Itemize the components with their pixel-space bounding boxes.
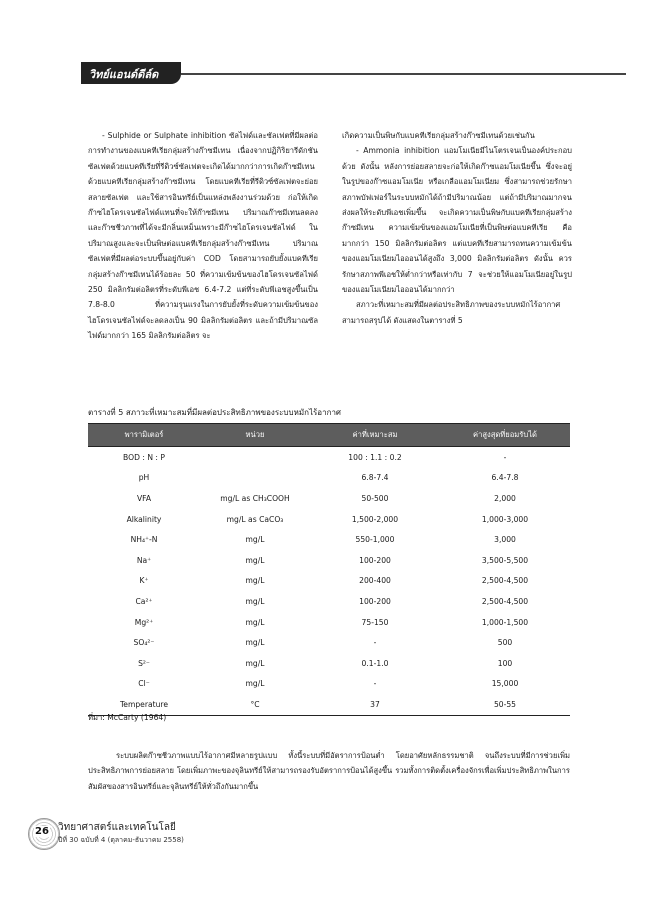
page-number: 26 — [35, 826, 49, 837]
maximum-cell: 1,000-3,000 — [481, 514, 529, 524]
parameter-cell: NH₄⁺-N — [130, 535, 158, 545]
table-source: ที่มา: McCarty (1964) — [88, 713, 167, 722]
journal-issue: ปีที่ 30 ฉบับที่ 4 (ตุลาคม-ธันวาคม 2558) — [58, 836, 184, 844]
paragraph-summary: สภาวะที่เหมาะสมที่มีผลต่อประสิทธิภาพของระบบหมักไร้อากาศ สามารถสรุปได้ ดังแสดงในตารางที่ 5 — [342, 300, 561, 325]
table-row — [88, 488, 570, 509]
unit-cell: mg/L — [245, 576, 265, 586]
section-title: วิทย์แอนด์ดีล์ด — [89, 68, 159, 81]
page-footer — [28, 818, 328, 848]
unit-cell: mg/L — [245, 535, 265, 545]
bottom-text — [88, 748, 570, 794]
maximum-cell: 2,500-4,500 — [481, 576, 529, 586]
maximum-cell: 500 — [497, 638, 513, 648]
table-row — [88, 571, 570, 592]
table-row — [88, 612, 570, 633]
parameter-cell: Temperature — [88, 694, 200, 715]
parameter-cell: pH — [138, 473, 150, 483]
maximum-cell: 2,500-4,500 — [481, 596, 529, 606]
maximum-cell: - — [503, 452, 507, 462]
optimal-cell: - — [373, 679, 377, 689]
paragraph-systems: ระบบผลิตก๊าซชีวภาพแบบไร้อากาศมีหลายรูปแบบ ทั้งนี้ระบบที่มีอัตราการป้อนต่ำ โดยอาศัยหลักธรรมชาติ จนถึงระบบที่มีการช่วยเพิ่มประสิทธิภาพการย่อยสลาย โดยเพิ่มภาพะของจุลินทรีย์ให้สามารถรองรับอัตราการป้อนได้สูงขึ้น รวมทั้งการติดตั้งเครื่องจักรเพื่อเพิ่มประสิทธิภาพในการสัมผัสของสารอินทรีย์และจุลินทรีย์ให้ทั่วถึงกันมากขึ้น — [88, 751, 570, 791]
parameter-cell: Mg²⁺ — [134, 617, 154, 627]
maximum-cell: 3,000 — [494, 535, 516, 545]
parameter-cell: BOD : N : P — [123, 452, 165, 462]
parameter-cell: VFA — [136, 493, 152, 503]
optimal-cell: 6.8-7.4 — [361, 473, 389, 483]
parameter-cell: K⁺ — [139, 576, 149, 586]
header-rule — [181, 73, 626, 75]
optimal-cell: 0.1-1.0 — [361, 658, 389, 668]
paragraph-ammonia: - Ammonia inhibition แอมโมเนียมีไนโตรเจนเป็นองค์ประกอบด้วย ดังนั้น หลังการย่อยสลายจะก่อให้เกิดก๊าซแอมโมเนียขึ้น ซึ่งจะอยู่ในรูปของก๊าซแอมโมเนีย หรือเกลือแอมโมเนียม ซึ่งสามารถช่วยรักษาสภาพบัฟเฟอร์ในระบบหมักได้ถ้ามีปริมาณน้อย แต่ถ้ามีปริมาณมากจนส่งผลให้ระดับพีเอชเพิ่มขึ้น จะเกิดความเป็นพิษกับแบคทีเรียกลุ่มสร้างก๊าซมีเทน ความเข้มข้นของแอมโมเนียที่เป็นพิษต่อแบคทีเรีย คือ มากกว่า 150 มิลลิกรัมต่อลิตร แต่แบคทีเรียสามารถทนความเข้มข้นของแอมโมเนียมไอออนได้สูงถึง 3,000 มิลลิกรัมต่อลิตร ดังนั้น ควรรักษาสภาพพีเอชให้ต่ำกว่าหรือเท่ากับ 7 จะช่วยให้แอมโมเนียอยู่ในรูปของแอมโมเนียมไอออนได้มากกว่า — [342, 146, 572, 295]
optimal-cell: 200-400 — [359, 576, 391, 586]
unit-cell: mg/L — [245, 658, 265, 668]
right-column — [342, 128, 572, 328]
parameter-cell: Cl⁻ — [138, 679, 150, 689]
unit-cell: mg/L — [245, 596, 265, 606]
unit-cell: °C — [200, 694, 310, 715]
paragraph-sulphide: - Sulphide or Sulphate inhibition ซัลไฟด์และซัลเฟตที่มีผลต่อการทำงานของแบคทีเรียกลุ่มสร้างก๊าซมีเทน เนื่องจากปฏิกิริยารีดักชันซัลเฟตด้วยแบคทีเรียที่รีดิวซ์ซัลเฟตจะเกิดได้มากกว่าการเกิดก๊าซมีเทนด้วยแบคทีเรียกลุ่มสร้างก๊าซมีเทน โดยแบคทีเรียที่รีดิวซ์ซัลเฟตจะย่อยสลายซัลเฟต และใช้สารอินทรีย์เป็นแหล่งพลังงานร่วมด้วย ก่อให้เกิดก๊าซไฮโดรเจนซัลไฟด์แทนที่จะให้ก๊าซมีเทน ปริมาณก๊าซมีเทนลดลงและก๊าซชีวภาพที่ได้จะมีกลิ่นเหม็นเพราะมีก๊าซไฮโดรเจนซัลไฟด์ ในปริมาณสูงและจะเป็นพิษต่อแบคทีเรียกลุ่มสร้างก๊าซมีเทน ปริมาณซัลเฟตที่มีผลต่อระบบขึ้นอยู่กับค่า COD โดยสามารถยับยั้งแบคทีเรียกลุ่มสร้างก๊าซมีเทนได้ร้อยละ 50 ที่ความเข้มข้นของไฮโดรเจนซัลไฟด์ 250 มิลลิกรัมต่อลิตรที่ระดับพีเอช 6.4-7.2 แต่ที่ระดับพีเอชสูงขึ้นเป็น 7.8-8.0 ที่ความรุนแรงในการยับยั้งที่ระดับความเข้มข้นของไฮโดรเจนซัลไฟด์จะลดลงเป็น 90 มิลลิกรัมต่อลิตร และถ้ามีปริมาณซัลไฟด์มากกว่า 165 มิลลิกรัมต่อลิตร จะ — [88, 131, 318, 341]
parameter-cell: S²⁻ — [138, 658, 150, 668]
table-row — [88, 653, 570, 674]
header-unit: หน่วย — [200, 424, 310, 447]
section-tab — [81, 62, 181, 84]
table-row — [88, 529, 570, 550]
table-row — [88, 509, 570, 530]
table-row — [88, 632, 570, 653]
unit-cell — [200, 468, 310, 489]
optimal-cell: 1,500-2,000 — [351, 514, 399, 524]
unit-cell: mg/L — [245, 679, 265, 689]
maximum-cell: 3,500-5,500 — [481, 555, 529, 565]
parameter-cell: Na⁺ — [136, 555, 152, 565]
unit-cell: mg/L as CaCO₃ — [226, 514, 284, 524]
paragraph-continuation: เกิดความเป็นพิษกับแบคทีเรียกลุ่มสร้างก๊าซมีเทนด้วยเช่นกัน — [342, 131, 535, 140]
left-column — [88, 128, 318, 344]
table-row — [88, 447, 570, 468]
table-header-row — [88, 424, 570, 447]
optimal-cell: 100 : 1.1 : 0.2 — [348, 452, 402, 462]
unit-cell — [200, 447, 310, 468]
header-maximum: ค่าสูงสุดที่ยอมรับได้ — [440, 424, 570, 447]
header-parameter: พารามิเตอร์ — [88, 424, 200, 447]
section-header — [81, 62, 626, 84]
conditions-table — [88, 423, 570, 716]
optimal-cell: 100-200 — [359, 596, 391, 606]
maximum-cell: 100 — [497, 658, 513, 668]
unit-cell: mg/L — [245, 638, 265, 648]
maximum-cell: 2,000 — [494, 493, 516, 503]
maximum-cell: 6.4-7.8 — [491, 473, 519, 483]
maximum-cell: 15,000 — [491, 679, 519, 689]
table-row — [88, 591, 570, 612]
table-row — [88, 468, 570, 489]
optimal-cell: 100-200 — [359, 555, 391, 565]
optimal-cell: 550-1,000 — [355, 535, 395, 545]
table-row — [88, 674, 570, 695]
unit-cell: mg/L — [245, 617, 265, 627]
journal-name: วิทยาศาสตร์และเทคโนโลยี — [58, 822, 176, 833]
optimal-cell: - — [373, 638, 377, 648]
table-caption: ตารางที่ 5 สภาวะที่เหมาะสมที่มีผลต่อประสิทธิภาพของระบบหมักไร้อากาศ — [88, 408, 342, 417]
parameter-cell: SO₄²⁻ — [133, 638, 155, 648]
parameter-cell: Ca²⁺ — [135, 596, 153, 606]
header-optimal: ค่าที่เหมาะสม — [310, 424, 440, 447]
table-row — [88, 550, 570, 571]
optimal-cell: 37 — [310, 694, 440, 715]
optimal-cell: 75-150 — [361, 617, 389, 627]
maximum-cell: 50-55 — [440, 694, 570, 715]
unit-cell: mg/L — [245, 555, 265, 565]
optimal-cell: 50-500 — [361, 493, 389, 503]
unit-cell: mg/L as CH₃COOH — [220, 493, 290, 503]
parameter-cell: Alkalinity — [126, 514, 162, 524]
maximum-cell: 1,000-1,500 — [481, 617, 529, 627]
